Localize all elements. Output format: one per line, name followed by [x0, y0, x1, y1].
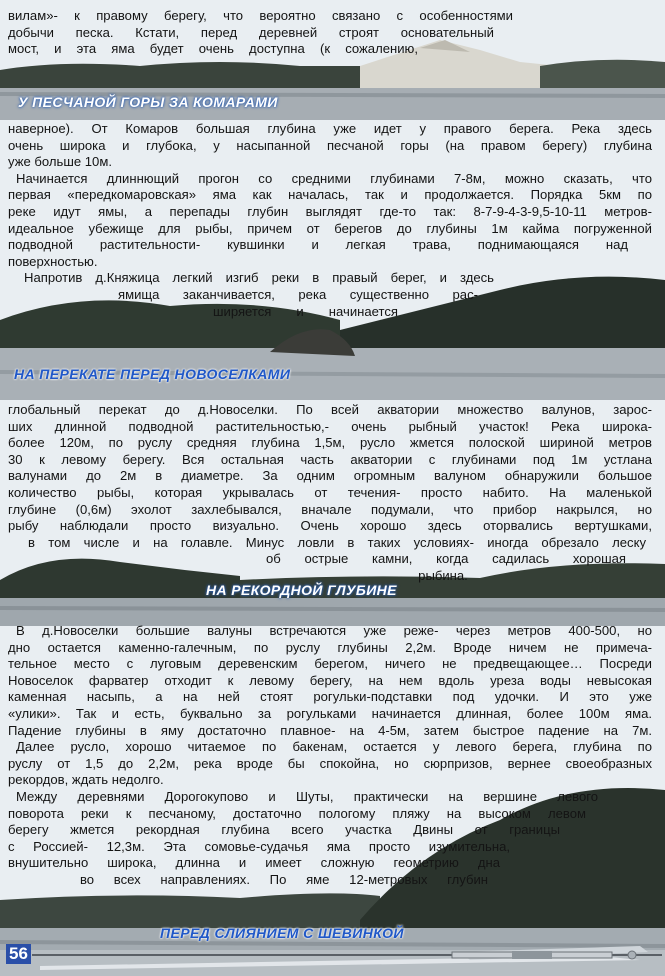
text-line: рыбу наблюдали просто визуально. Очень хорошо здесь оторвались вертушками, — [8, 518, 652, 534]
text-block-2 — [8, 121, 652, 320]
text-line: идеальное убежище для рыбы, причем от берегов до глубины 1м кайма погруженной — [8, 220, 652, 236]
text-line: уже больше 10м. — [8, 154, 112, 170]
text-line: первая «передкомаровская» яма как началась, так и продолжается. Порядка 5км по — [8, 187, 652, 203]
text-line: В д.Новоселки большие валуны встречаются уже реже- через метров 400-500, но — [16, 623, 652, 638]
text-line: дно остается каменно-галечным, по руслу глубины 2,2м. Вроде ничем не примеча- — [8, 639, 652, 655]
text-line: Новоселок фарватер отходит к левому берегу, на нем вдоль уреза воды невысокая — [8, 672, 652, 688]
text-line: ших длинной подводной растительностью,- очень рыбный участок! Река широка- — [8, 418, 652, 434]
text-line: глобальный перекат до д.Новоселки. По всей акватории множество валунов, зарос- — [8, 402, 652, 417]
caption-record-depth: НА РЕКОРДНОЙ ГЛУБИНЕ — [206, 582, 397, 598]
text-line: каменная насыпь, а на ней стоят рогульки-подставки под удочки. И это уже — [8, 689, 652, 705]
text-line: Падение глубины в яму достаточно плавное- на 4-5м, затем быстрое падение на 7м. — [8, 722, 652, 738]
text-line: вилам»- к правому берегу, что вероятно связано с особенностями — [8, 8, 513, 23]
text-line: валунами до 2м в диаметре. За одним огромным валуном обнаружили большое — [8, 468, 652, 484]
text-line: Начинается длиннющий прогон со средними глубинами 7-8м, можно сказать, что — [16, 170, 652, 186]
text-line: в том числе и на голавле. Минус ловли в таких условиях- иногда обрезало леску — [28, 534, 646, 550]
text-line: с Россией- 12,3м. Эта сомовье-судачья яма просто изумительна, — [8, 838, 510, 854]
text-line: Далее русло, хорошо читаемое по бакенам, остается у левого берега, глубина по — [16, 739, 652, 755]
caption-sand-hill: У ПЕСЧАНОЙ ГОРЫ ЗА КОМАРАМИ — [18, 94, 278, 110]
text-line: ширяется и начинается — [213, 303, 398, 319]
text-block-4 — [8, 623, 652, 889]
text-line: количество рыбы, которая укрывалась от течения- просто набито. На маленькой — [8, 484, 652, 500]
text-line: мост, и эта яма будет очень доступна (к сожалению, — [8, 41, 418, 57]
text-line: реке идут ямы, а перепады глубин выглядят где-то так: 8-7-9-4-3-9,5-10-11 метров- — [8, 203, 652, 219]
text-line: очень широка и глубока, у насыпанной песчаной горы (на правом берегу) глубина — [8, 137, 652, 153]
text-line: поверхностью. — [8, 253, 98, 269]
text-line: поворота реки к песчаному, достаточно пологому пляжу на высоком левом — [8, 805, 586, 821]
text-line: добычи песка. Кстати, перед деревней строят основательный — [8, 24, 494, 40]
text-line: во всех направлениях. По яме 12-метровых глубин — [80, 871, 488, 887]
text-line: рыбина. — [418, 567, 468, 583]
text-line: руслу от 1,5 до 2,2м, река вроде бы спокойна, но сюрпризов, вернее своеобразных — [8, 755, 652, 771]
text-line: тельное место с луговым деревенским берегом, ничего не предвещающее… Посреди — [8, 656, 652, 672]
text-line: ямища заканчивается, река существенно рас- — [118, 286, 478, 302]
caption-confluence: ПЕРЕД СЛИЯНИЕМ С ШЕВИНКОЙ — [160, 925, 404, 941]
text-line: об острые камни, когда садилась хорошая — [266, 551, 626, 567]
text-line: берегу жмется рекордная глубина всего участка Двины от границы — [8, 822, 560, 838]
caption-rift: НА ПЕРЕКАТЕ ПЕРЕД НОВОСЕЛКАМИ — [14, 366, 291, 382]
page-number: 56 — [6, 944, 31, 964]
text-line: внушительно широка, длинна и имеет сложную геометрию дна — [8, 855, 500, 871]
text-line: более 120м, по руслу средняя глубина 1,5м, русло жмется полоской шириной метров — [8, 435, 652, 451]
text-line: «улики». Так и есть, буквально за рогульками начинается длинная, более 100м яма. — [8, 705, 652, 721]
fishing-rod-icon — [32, 948, 662, 962]
fishing-rod-decoration — [32, 948, 662, 962]
text-line: подводной растительности- кувшинки и легкая трава, поднимающаяся над — [8, 237, 628, 253]
text-block-1 — [8, 8, 513, 58]
text-line: Между деревнями Дорогокупово и Шуты, практически на вершине левого — [16, 788, 598, 804]
text-block-3 — [8, 402, 652, 585]
text-line: рекордов, ждать недолго. — [8, 772, 164, 788]
text-line: Напротив д.Княжица легкий изгиб реки в правый берег, и здесь — [24, 270, 494, 286]
text-line: наверное). От Комаров большая глубина уже идет у правого берега. Река здесь — [8, 121, 652, 136]
text-line: глубине (0,6м) эхолот захлебывался, вначале подумали, что прибор накрылся, но — [8, 501, 652, 517]
text-line: 30 к левому берегу. Вся остальная часть акватории с глубинами под 1м устлана — [8, 451, 652, 467]
